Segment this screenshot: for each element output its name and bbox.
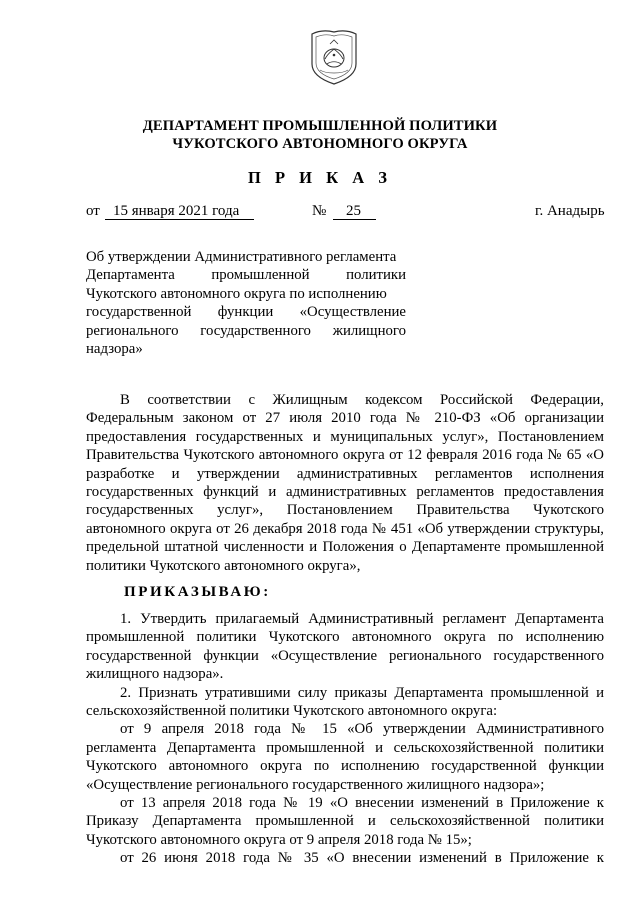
order-number: 25 <box>346 203 361 219</box>
date-underline <box>105 219 254 220</box>
subject-line: Об утверждении Административного регламента <box>86 249 397 265</box>
item-line: Приказу Департамента промышленной и сельскохозяйственной политики <box>86 813 604 830</box>
order-title: П Р И К А З <box>248 168 392 187</box>
preamble-line: политики Чукотского автономного округа», <box>86 557 361 574</box>
subject-line: Чукотского автономного округа по исполнению <box>86 285 387 302</box>
subject-line: Департамента промышленной политики <box>86 267 406 284</box>
order-meta-row <box>0 202 640 222</box>
order-items <box>86 610 604 867</box>
subject-line: государственной функции «Осуществление <box>86 304 406 321</box>
preamble-line: разработке и утверждении административных регламентов исполнения <box>86 465 604 482</box>
item-line: 1. Утвердить прилагаемый Административный регламент Департамента <box>120 611 604 627</box>
subject-line: надзора» <box>86 340 143 357</box>
item-line: от 13 апреля 2018 года № 19 «О внесении изменений в Приложение к <box>120 794 604 811</box>
item-line: жилищного надзора». <box>86 666 224 683</box>
preamble-line: государственных функций и административных регламентов предоставления <box>86 483 604 500</box>
item-line: Чукотского автономного округа от 9 апреля 2018 года № 15»; <box>86 831 472 848</box>
coat-of-arms-emblem <box>308 28 360 86</box>
number-underline <box>333 219 376 220</box>
preamble-line: государственных услуг», Постановлением Правительства Чукотского <box>86 502 604 519</box>
item-line: регламента Департамента промышленной и сельскохозяйственной политики <box>86 739 604 756</box>
preamble-line: Правительства Чукотского автономного округа от 12 февраля 2016 года № 65 «О <box>86 447 604 464</box>
item-line: от 26 июня 2018 года № 35 «О внесении изменений в Приложение к <box>120 850 604 867</box>
item-line: государственной функции «Осуществление регионального государственного <box>86 647 604 664</box>
item-line: от 9 апреля 2018 года № 15 «Об утверждении Административного <box>120 721 604 738</box>
department-name-line-2: ЧУКОТСКОГО АВТОНОМНОГО ОКРУГА <box>172 136 468 152</box>
order-subject <box>86 248 406 358</box>
preamble-paragraph <box>86 391 604 575</box>
order-date: 15 января 2021 года <box>113 203 240 219</box>
item-line: промышленной политики Чукотского автономного округа по исполнению <box>86 629 604 646</box>
preamble-line: автономного округа от 26 декабря 2018 года № 451 «Об утверждении структуры, <box>86 520 604 537</box>
item-line: «Осуществление регионального государственного жилищного надзора»; <box>86 776 545 793</box>
subject-line: регионального государственного жилищного <box>86 322 406 339</box>
preamble-line: предельной штатной численности и Положения о Департаменте промышленной <box>86 539 604 556</box>
preamble-line: В соответствии с Жилищным кодексом Российской Федерации, <box>120 392 604 408</box>
preamble-line: предоставления государственных и муниципальных услуг», Постановлением <box>86 428 604 445</box>
city: г. Анадырь <box>535 203 605 219</box>
item-line: сельскохозяйственной политики Чукотского автономного округа: <box>86 702 498 719</box>
item-line: Чукотского автономного округа по исполнению государственной функции <box>86 758 604 775</box>
preamble-line: Федеральным законом от 27 июля 2010 года № 210-ФЗ «Об организации <box>86 410 604 427</box>
order-directive-word: ПРИКАЗЫВАЮ: <box>124 584 271 600</box>
department-name-line-1: ДЕПАРТАМЕНТ ПРОМЫШЛЕННОЙ ПОЛИТИКИ <box>142 118 498 134</box>
number-label: № <box>312 203 327 219</box>
item-line: 2. Признать утратившими силу приказы Департамента промышленной и <box>120 684 604 701</box>
from-label: от <box>86 203 100 219</box>
